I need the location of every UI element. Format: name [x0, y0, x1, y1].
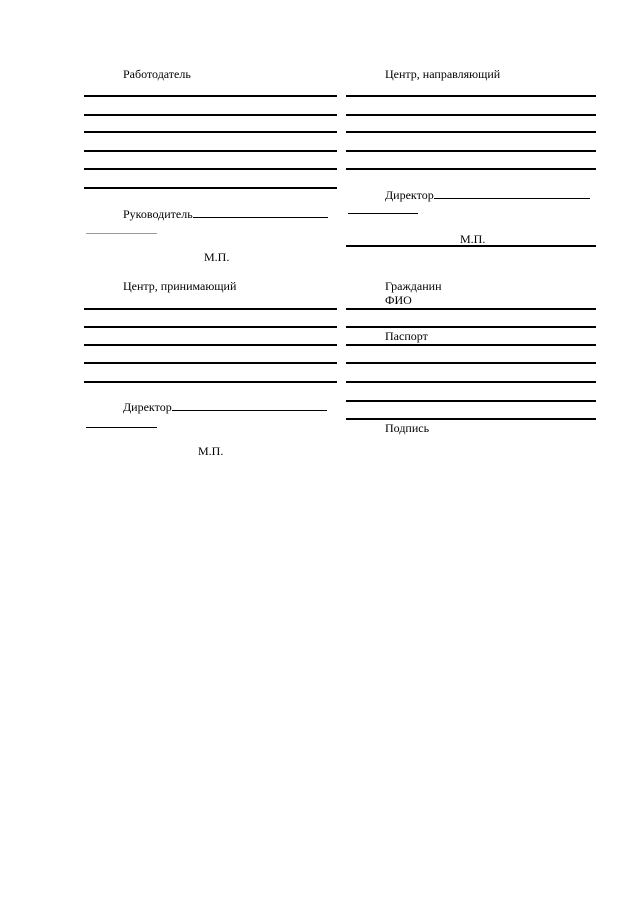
receiving-center-line-4	[84, 362, 337, 364]
sending-center-line-2	[346, 114, 596, 116]
employer-heading: Работодатель	[123, 67, 191, 81]
receiving-center-director-signature	[123, 399, 327, 414]
citizen-heading: Гражданин	[385, 279, 442, 293]
receiving-center-director-label: Директор	[123, 400, 172, 414]
employer-head-name-line	[86, 233, 157, 234]
receiving-center-heading: Центр, принимающий	[123, 279, 237, 293]
sending-center-stamp: М.П.	[460, 232, 486, 246]
employer-line-3	[84, 131, 337, 133]
citizen-line-3	[346, 344, 596, 346]
receiving-center-line-2	[84, 326, 337, 328]
citizen-line-7	[346, 418, 596, 420]
citizen-line-6	[346, 400, 596, 402]
sending-center-line-1	[346, 95, 596, 97]
sending-center-director-signature-line	[434, 187, 590, 199]
citizen-line-2	[346, 326, 596, 328]
employer-line-1	[84, 95, 337, 97]
sending-center-line-3	[346, 131, 596, 133]
employer-line-6	[84, 187, 337, 189]
employer-head-signature-line	[193, 206, 328, 218]
citizen-signature-label: Подпись	[385, 421, 430, 435]
citizen-line-1	[346, 308, 596, 310]
employer-line-2	[84, 114, 337, 116]
citizen-passport-label: Паспорт	[385, 329, 428, 343]
receiving-center-director-signature-line	[172, 399, 327, 411]
employer-head-signature	[123, 206, 328, 221]
receiving-center-director-name-line	[86, 427, 157, 428]
sending-center-director-signature	[385, 187, 590, 202]
employer-line-5	[84, 168, 337, 170]
citizen-line-5	[346, 381, 596, 383]
sending-center-director-label: Директор	[385, 188, 434, 202]
employer-line-4	[84, 150, 337, 152]
sending-center-heading: Центр, направляющий	[385, 67, 501, 81]
sending-center-line-4	[346, 150, 596, 152]
employer-stamp: М.П.	[204, 250, 230, 264]
sending-center-director-name-line	[348, 213, 418, 214]
receiving-center-line-3	[84, 344, 337, 346]
sending-center-bottom-line	[346, 245, 596, 247]
sending-center-line-5	[346, 168, 596, 170]
receiving-center-line-1	[84, 308, 337, 310]
citizen-name-label: ФИО	[385, 293, 412, 307]
citizen-line-4	[346, 362, 596, 364]
receiving-center-stamp: М.П.	[198, 444, 224, 458]
receiving-center-line-5	[84, 381, 337, 383]
employer-head-label: Руководитель	[123, 207, 193, 221]
